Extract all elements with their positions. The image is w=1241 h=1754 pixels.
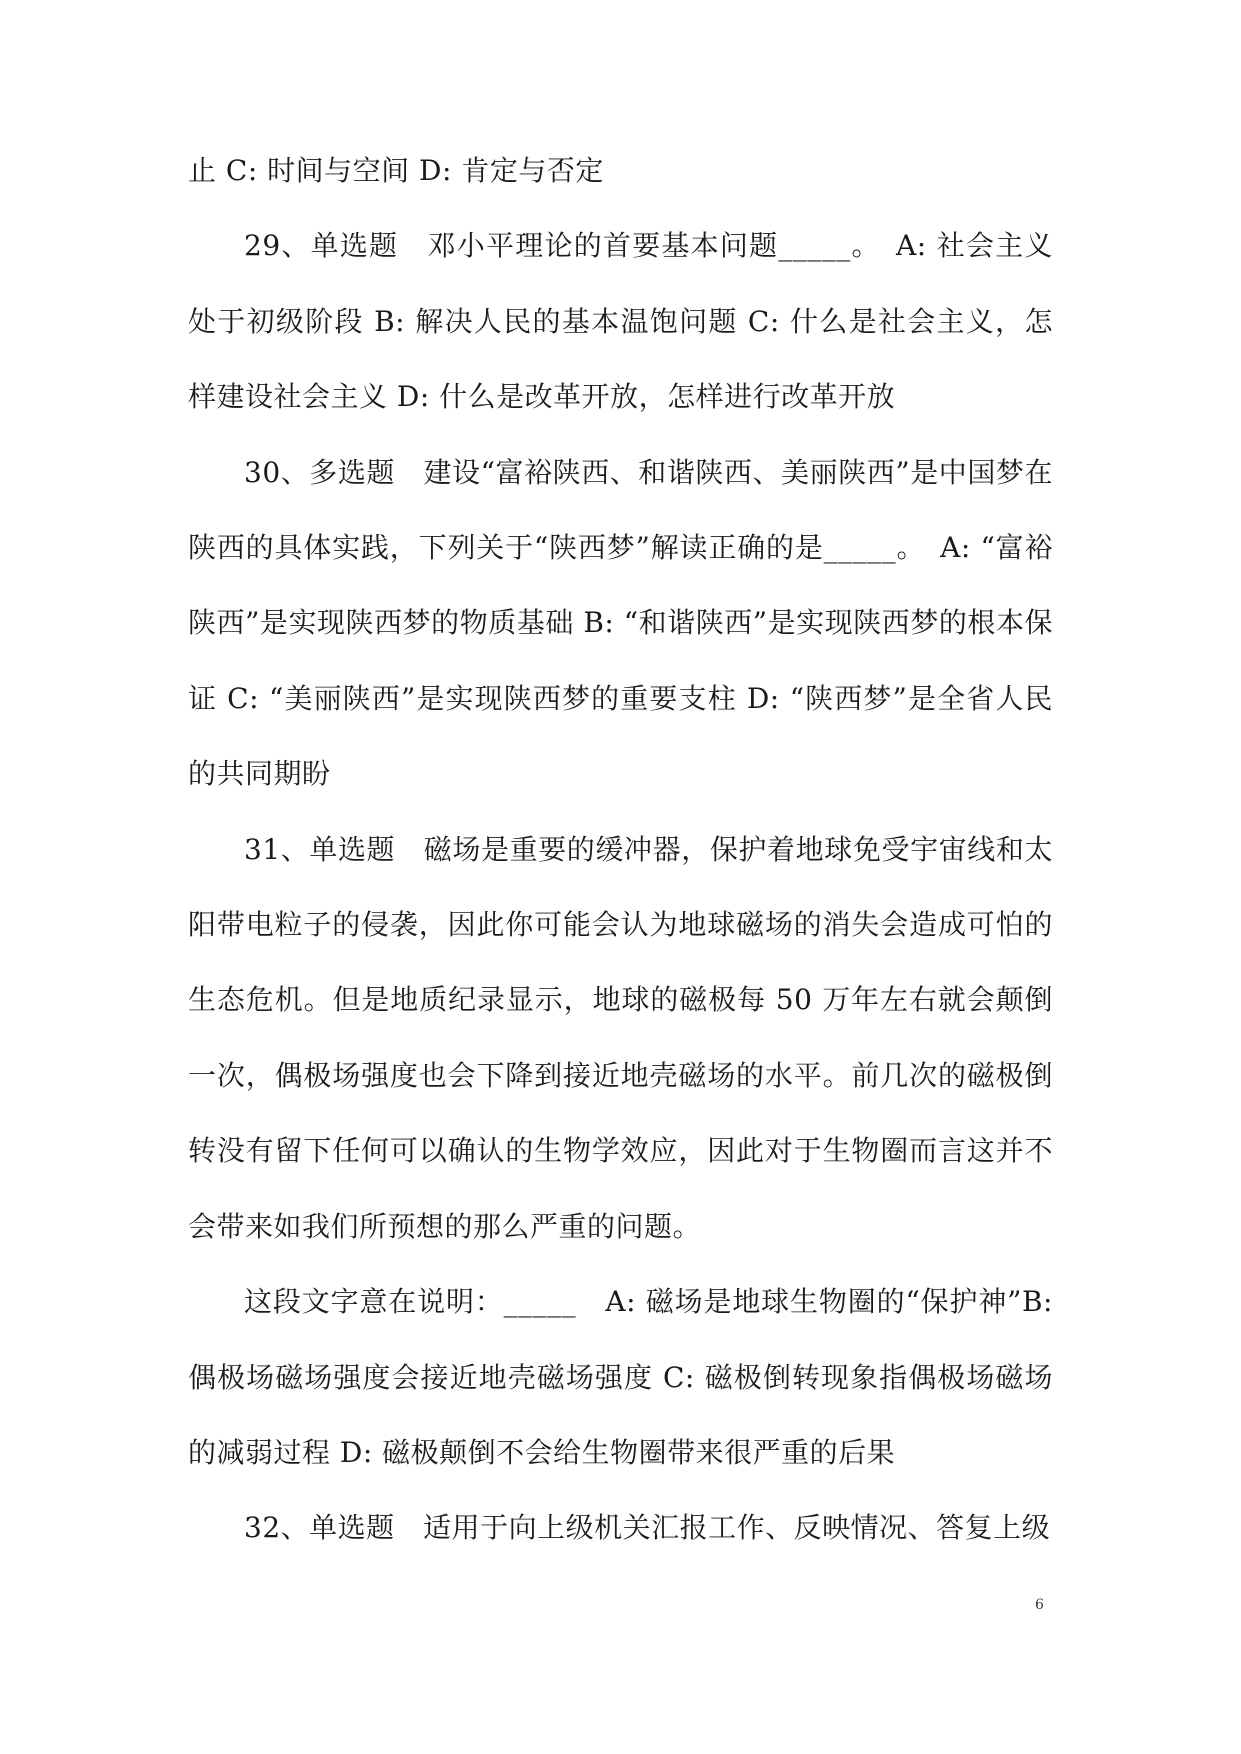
paragraph-q28-continuation: 止 C: 时间与空间 D: 肯定与否定 [188,154,604,187]
paragraph-q29: 29、单选题 邓小平理论的首要基本问题_____。 A: 社会主义处于初级阶段 B: 解决人民的基本温饱问题 C: 什么是社会主义，怎样建设社会主义 D: 什么是改革开放，怎样进行改革开放 [188,229,1053,414]
paragraph-q31-passage: 31、单选题 磁场是重要的缓冲器，保护着地球免受宇宙线和太阳带电粒子的侵袭，因此你可能会认为地球磁场的消失会造成可怕的生态危机。但是地质纪录显示，地球的磁极每 50 万年左右就会颠倒一次，偶极场强度也会下降到接近地壳磁场的水平。前几次的磁极倒转没有留下任何可以确认的生物学效应，因此对于生物圈而言这并不会带来如我们所预想的那么严重的问题。 [188,832,1053,1243]
paragraph-q32: 32、单选题 适用于向上级机关汇报工作、反映情况、答复上级 [244,1511,1051,1545]
page-content [188,133,1053,1566]
page-number: 6 [1035,1597,1044,1613]
paragraph-q31-question: 这段文字意在说明：_____ A: 磁场是地球生物圈的“保护神”B: 偶极场磁场强度会接近地壳磁场强度 C: 磁极倒转现象指偶极场磁场的减弱过程 D: 磁极颠倒不会给生物圈带来很严重的后果 [188,1285,1053,1469]
paragraph-q30: 30、多选题 建设“富裕陕西、和谐陕西、美丽陕西”是中国梦在陕西的具体实践，下列关于“陕西梦”解读正确的是_____。 A: “富裕陕西”是实现陕西梦的物质基础 B: “和谐陕西”是实现陕西梦的根本保证 C: “美丽陕西”是实现陕西梦的重要支柱 D: “陕西梦”是全省人民的共同期盼 [188,455,1053,791]
